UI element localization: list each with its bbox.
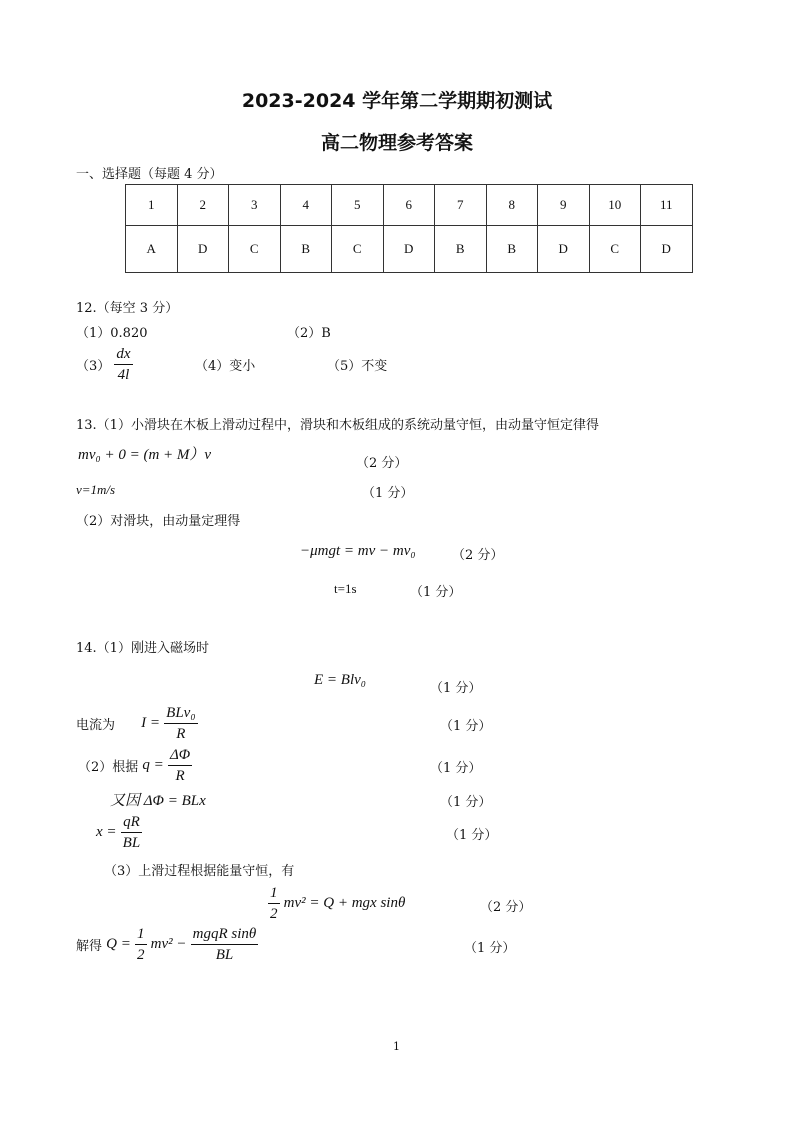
q14-equation-6-rest: mv² = Q + mgx sinθ	[283, 895, 406, 911]
table-cell: 5	[332, 185, 384, 226]
table-cell: C	[332, 226, 384, 273]
q14-equation-7	[76, 924, 258, 965]
q14-equation-4: 又因 ΔΦ = BLx	[110, 793, 206, 809]
table-cell: 4	[280, 185, 332, 226]
table-cell: 10	[589, 185, 641, 226]
table-cell: 11	[641, 185, 693, 226]
fraction-numerator: qR	[121, 812, 142, 833]
q14-equation-5	[96, 812, 142, 853]
q14-part2-label: （2）根据	[78, 760, 139, 775]
fraction-denominator: BL	[215, 947, 234, 963]
fraction-denominator: BL	[122, 835, 141, 851]
q14-score-5: （1 分）	[446, 828, 498, 843]
fraction-numerator: 1	[135, 924, 147, 945]
q13-equation-4: t=1s	[334, 581, 357, 596]
q14-equation-7-fraction-1	[135, 924, 147, 965]
q12-fraction	[114, 344, 132, 385]
q12-heading: 12.（每空 3 分）	[76, 301, 179, 316]
table-cell: 3	[229, 185, 281, 226]
fraction-numerator: dx	[114, 344, 132, 365]
q14-equation-7-fraction-2	[191, 924, 259, 965]
table-cell: A	[126, 226, 178, 273]
fraction-denominator: R	[176, 726, 186, 742]
page-number: 1	[393, 1040, 400, 1053]
q14-part2-line	[78, 745, 192, 786]
table-cell: B	[280, 226, 332, 273]
q14-equation-7-label: 解得	[76, 939, 103, 954]
q13-equation-2: v=1m/s	[76, 482, 116, 497]
q14-equation-6-fraction	[268, 883, 280, 924]
q12-answer-1: （1）0.820	[76, 326, 148, 341]
q14-equation-3-fraction	[168, 745, 192, 786]
q14-current-line	[76, 703, 198, 744]
q13-score-4: （1 分）	[410, 585, 462, 600]
table-cell: B	[435, 226, 487, 273]
q14-score-3: （1 分）	[430, 761, 482, 776]
q12-answer-4: （4）变小	[195, 359, 256, 374]
q14-score-2: （1 分）	[440, 719, 492, 734]
q14-score-6: （2 分）	[480, 900, 532, 915]
table-cell: D	[383, 226, 435, 273]
q13-part2: （2）对滑块，由动量定理得	[76, 514, 241, 529]
table-cell: 6	[383, 185, 435, 226]
table-cell: D	[641, 226, 693, 273]
q14-part3: （3）上滑过程根据能量守恒，有	[104, 864, 295, 879]
q14-equation-7-lhs: Q =	[106, 936, 131, 952]
q13-equation-1: mv₀ + 0 = (m + M）v	[78, 447, 212, 463]
q14-equation-6	[268, 883, 405, 924]
table-cell: 2	[177, 185, 229, 226]
q14-current-label: 电流为	[76, 718, 116, 733]
q12-answer-3	[76, 344, 133, 385]
q13-score-2: （1 分）	[362, 486, 414, 501]
q13-equation-3: −μmgt = mv − mv₀	[300, 543, 416, 559]
table-cell: 8	[486, 185, 538, 226]
fraction-numerator: 1	[268, 883, 280, 904]
table-cell: C	[229, 226, 281, 273]
answer-table-answer-row	[126, 226, 693, 273]
q14-equation-7-mid: mv² −	[150, 936, 187, 952]
fraction-denominator: R	[175, 768, 185, 784]
q14-equation-5-fraction	[121, 812, 143, 853]
q14-intro: 14.（1）刚进入磁场时	[76, 641, 209, 656]
q14-score-1: （1 分）	[430, 681, 482, 696]
fraction-numerator: BLv₀	[164, 703, 197, 724]
answer-table-number-row	[126, 185, 693, 226]
answer-table	[125, 184, 693, 273]
fraction-denominator: 2	[270, 906, 278, 922]
table-cell: C	[589, 226, 641, 273]
table-cell: D	[177, 226, 229, 273]
document-subtitle: 高二物理参考答案	[320, 132, 473, 154]
table-cell: 1	[126, 185, 178, 226]
q13-intro: 13.（1）小滑块在木板上滑动过程中，滑块和木板组成的系统动量守恒，由动量守恒定律得	[76, 418, 599, 433]
q13-score-1: （2 分）	[356, 456, 408, 471]
section1-heading: 一、选择题（每题 4 分）	[76, 167, 223, 182]
document-title: 2023-2024 学年第二学期期初测试	[241, 90, 553, 112]
fraction-denominator: 2	[137, 947, 145, 963]
table-cell: 9	[538, 185, 590, 226]
table-cell: D	[538, 226, 590, 273]
q14-equation-2-fraction	[164, 703, 197, 744]
q14-score-4: （1 分）	[440, 795, 492, 810]
table-cell: 7	[435, 185, 487, 226]
q14-equation-5-lhs: x =	[96, 824, 117, 840]
fraction-denominator: 4l	[117, 367, 130, 383]
fraction-numerator: ΔΦ	[168, 745, 192, 766]
q14-equation-3-lhs: q =	[142, 757, 164, 773]
q12-answer-3-label: （3）	[76, 359, 111, 374]
q14-equation-2-lhs: I =	[141, 715, 161, 731]
fraction-numerator: mgqR sinθ	[191, 924, 259, 945]
q12-answer-5: （5）不变	[327, 359, 388, 374]
q14-score-7: （1 分）	[464, 941, 516, 956]
q12-answer-2: （2）B	[287, 326, 331, 341]
q14-equation-1: E = Blv₀	[314, 672, 366, 688]
q13-score-3: （2 分）	[452, 548, 504, 563]
table-cell: B	[486, 226, 538, 273]
